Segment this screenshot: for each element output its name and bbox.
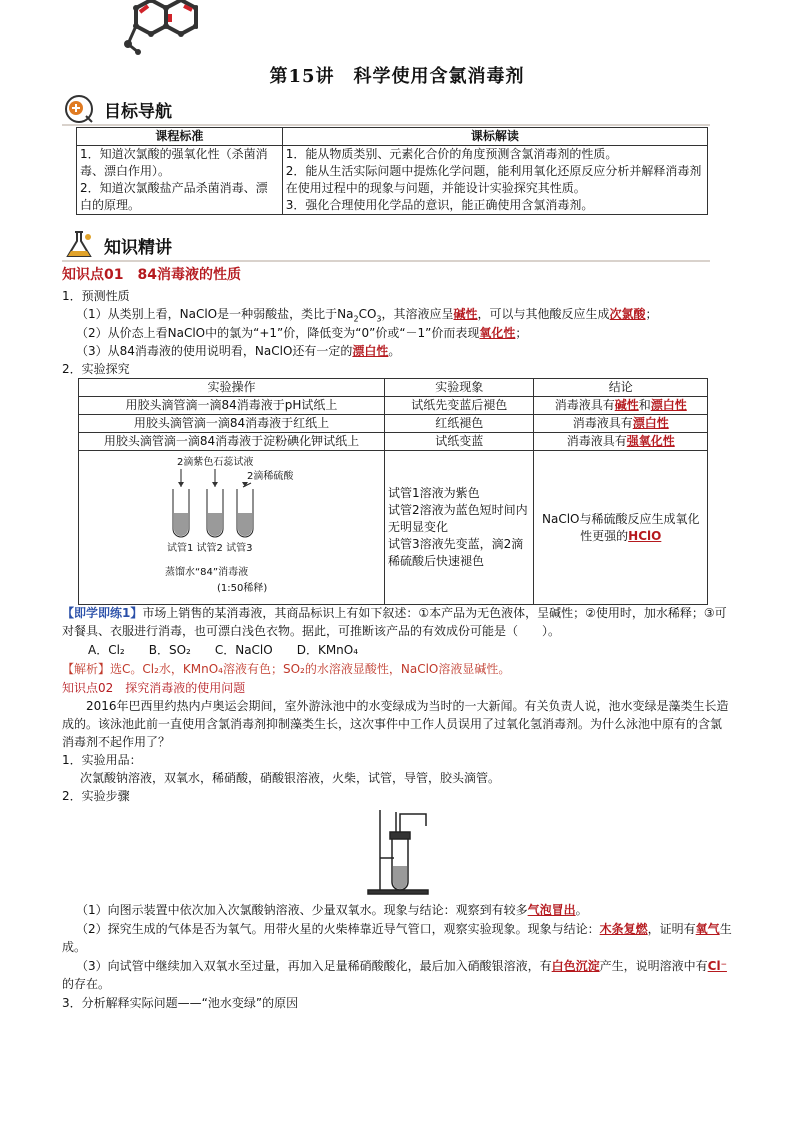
text: ，可以与其他酸反应生成 — [477, 307, 610, 321]
text: 和 — [638, 398, 651, 412]
table-row — [79, 415, 708, 433]
kp1-line2 — [76, 324, 746, 342]
goals-col-standard: 课程标准 — [77, 128, 283, 146]
goals-standards — [77, 146, 283, 215]
cell-conclusion — [534, 433, 708, 451]
exp-col-operation: 实验操作 — [79, 379, 385, 397]
section-heading: 知识精讲 — [104, 238, 172, 258]
fig-label-dilution: (1:50稀释) — [217, 583, 268, 594]
practice-text: 市场上销售的某消毒液，其商品标识上有如下叙述：①本产品为无色液体，呈碱性；②使用时，加水稀释；③可对餐具、衣服进行消毒，也可漂白浅色衣物。据此，可推断该产品的有效成份可能是（ ）。 — [62, 606, 727, 638]
kp2-step3: 3．分析解释实际问题——“池水变绿”的原因 — [62, 996, 299, 1010]
naphthalene-logo-icon — [118, 0, 198, 60]
answer: 气泡冒出 — [527, 903, 576, 917]
section-header-goals — [62, 94, 710, 126]
text: ，其溶液应呈 — [381, 307, 454, 321]
cell-conclusion — [534, 415, 708, 433]
brain-icon — [62, 94, 96, 124]
kp1-step1: 1．预测性质 — [62, 289, 130, 303]
text: （1）向图示装置中依次加入次氯酸钠溶液、少量双氧水。现象与结论：观察到有较多 — [76, 903, 528, 917]
cell-phenomenon: 试纸变蓝 — [384, 433, 534, 451]
kp1-title-text: 知识点01 84消毒液的性质 — [62, 267, 241, 283]
kp1-step2: 2．实验探究 — [62, 362, 130, 376]
goals-table — [76, 127, 708, 215]
text: 。 — [575, 903, 588, 917]
cell-operation: 用胶头滴管滴一滴84消毒液于pH试纸上 — [79, 397, 385, 415]
kp2-title: 知识点02 探究消毒液的使用问题 — [62, 681, 246, 695]
practice-options: A．Cl₂ B．SO₂ C．NaClO D．KMnO₄ — [88, 643, 359, 657]
kp2-step1: 1．实验用品： — [62, 753, 142, 767]
text: （3）向试管中继续加入双氧水至过量，再加入足量稀硝酸酸化，最后加入硝酸银溶液，有 — [76, 959, 552, 973]
exp-col-phenomenon: 实验现象 — [384, 379, 534, 397]
cell-phenomenon: 试管1溶液为紫色 试管2溶液为蓝色短时间内无明显变化 试管3溶液先变蓝，滴2滴稀硫酸后快速褪色 — [384, 451, 534, 605]
answer: 碱性 — [453, 307, 478, 321]
goals-col-interpretation: 课标解读 — [282, 128, 707, 146]
table-row — [79, 397, 708, 415]
standard-item: 1．知道次氯酸的强氧化性（杀菌消毒、漂白作用）。 — [80, 147, 268, 178]
interpretation-item: 2．能从生活实际问题中提炼化学问题，能利用氧化还原反应分析并解释消毒剂在使用过程中的现象与问题，并能设计实验探究其性质。 — [285, 164, 702, 195]
text: 消毒液具有 — [572, 416, 633, 430]
cell-phenomenon: 试纸先变蓝后褪色 — [384, 397, 534, 415]
text: 消毒液具有 — [554, 398, 615, 412]
section-heading: 目标导航 — [104, 102, 172, 122]
text: （3）从84消毒液的使用说明看，NaClO还有一定的 — [76, 344, 353, 358]
kp1-line1: （1）从类别上看，NaClO是一种弱酸盐，类比于$Na_2CO_3$，其溶液应呈碱性，可以与其他酸反应生成次氯酸； — [76, 307, 658, 324]
cell-operation: 用胶头滴管滴一滴84消毒液于淀粉碘化钾试纸上 — [79, 433, 385, 451]
kp2-step2: 2．实验步骤 — [62, 789, 130, 803]
answer: 漂白性 — [632, 416, 669, 430]
practice-analysis: 【解析】选C。Cl₂水，KMnO₄溶液有色；SO₂的水溶液显酸性，NaClO溶液显碱性。 — [62, 662, 511, 676]
answer: Cl⁻ — [707, 959, 727, 973]
practice-question — [62, 604, 732, 640]
answer: 强氧化性 — [626, 434, 675, 448]
cell-phenomenon: 红纸褪色 — [384, 415, 534, 433]
answer: 次氯酸 — [609, 307, 646, 321]
kp2-items: 次氯酸钠溶液，双氧水，稀硝酸，硝酸银溶液，火柴，试管，导管，胶头滴管。 — [80, 771, 501, 785]
text: ； — [515, 326, 528, 340]
text: （2）从价态上看NaClO中的氯为“+1”价，降低变为“0”价或“－1”价而表现 — [76, 326, 480, 340]
text: （1）从类别上看，NaClO是一种弱酸盐，类比于Na — [76, 307, 354, 321]
text: ； — [645, 307, 658, 321]
answer: 木条复燃 — [599, 922, 648, 936]
kp2-intro: 2016年巴西里约热内卢奥运会期间，室外游泳池中的水变绿成为当时的一大新闻。有关负责人说，池水变绿是藻类生长造成的。该泳池此前一直使用含氯消毒剂抑制藻类生长，这次事件中工作人员误用了过氧化氢消毒剂。为什么泳池中原有的含氯消毒剂不起作用了？ — [62, 699, 729, 749]
text: 。 — [388, 344, 401, 358]
kp1-line3 — [76, 342, 746, 360]
goals-interpretations — [282, 146, 707, 215]
answer: 漂白性 — [352, 344, 389, 358]
fig-label-solutions: 蒸馏水“84”消毒液 — [165, 567, 249, 578]
test-tube-figure — [81, 451, 381, 599]
section-header-knowledge — [62, 230, 710, 262]
practice-tag: 【即学即练1】 — [62, 606, 143, 620]
answer: 漂白性 — [650, 398, 687, 412]
interpretation-item: 1．能从物质类别、元素化合价的角度预测含氯消毒剂的性质。 — [285, 147, 618, 161]
table-row — [79, 451, 708, 605]
answer: 氧气 — [695, 922, 720, 936]
text: 产生，说明溶液中有 — [599, 959, 708, 973]
interpretation-item: 3．强化合理使用化学品的意识，能正确使用含氯消毒剂。 — [285, 198, 594, 212]
answer: 碱性 — [614, 398, 639, 412]
cell-operation: 用胶头滴管滴一滴84消毒液于红纸上 — [79, 415, 385, 433]
kp2-step2-3 — [62, 957, 732, 993]
text: （2）探究生成的气体是否为氧气。用带火星的火柴棒靠近导气管口，观察实验现象。现象与结论： — [76, 922, 600, 936]
text: NaClO与稀硫酸反应生成氧化性更强的 — [541, 511, 700, 543]
flask-icon — [62, 230, 96, 260]
text: 消毒液具有 — [566, 434, 627, 448]
fig-label-acid: 2滴稀硫酸 — [247, 471, 294, 482]
cell-conclusion — [534, 451, 708, 605]
answer: 白色沉淀 — [551, 959, 600, 973]
kp1-title — [62, 266, 732, 284]
text: ，证明有 — [647, 922, 696, 936]
standard-item: 2．知道次氯酸盐产品杀菌消毒、漂白的原理。 — [80, 181, 268, 212]
kp2-step2-2 — [62, 920, 732, 956]
table-row — [79, 433, 708, 451]
answer: 氧化性 — [479, 326, 516, 340]
fig-label-tubes: 试管1 试管2 试管3 — [167, 543, 253, 554]
kp2-step2-1 — [76, 901, 732, 919]
answer: HClO — [628, 528, 662, 543]
fig-label-litmus: 2滴紫色石蕊试液 — [177, 457, 254, 468]
exp-col-conclusion: 结论 — [534, 379, 708, 397]
text: CO — [358, 307, 377, 321]
cell-conclusion — [534, 397, 708, 415]
text: 生成。 — [62, 922, 732, 954]
text: 的存在。 — [62, 977, 111, 991]
page-title: 第15讲 科学使用含氯消毒剂 — [269, 66, 525, 87]
cell-figure — [79, 451, 385, 605]
apparatus-figure — [360, 806, 440, 898]
experiment-table — [78, 378, 708, 605]
